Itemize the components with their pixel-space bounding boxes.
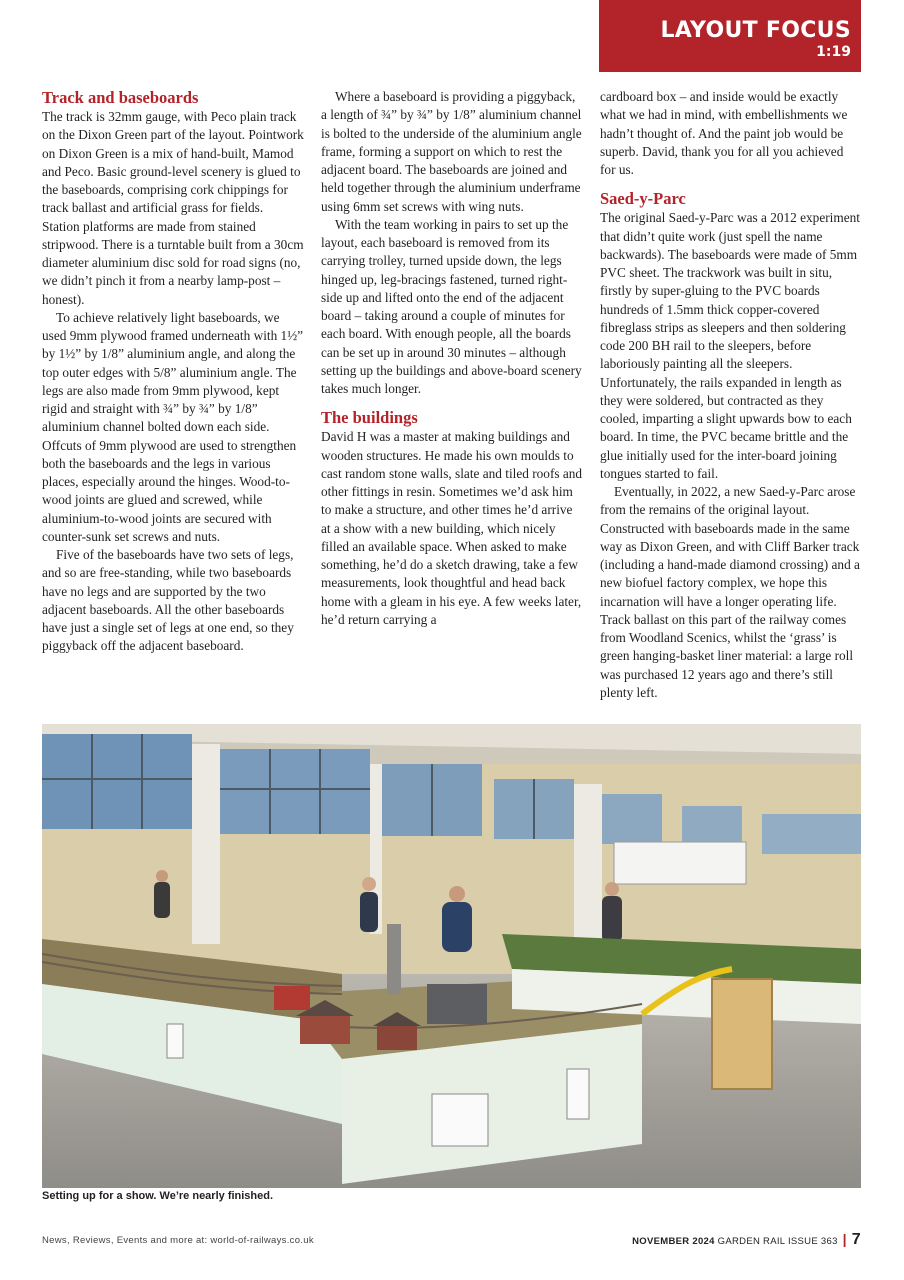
heading-track-baseboards: Track and baseboards bbox=[42, 88, 199, 107]
article-column-3 bbox=[600, 88, 862, 702]
article-column-1 bbox=[42, 88, 304, 656]
section-title: LAYOUT FOCUS bbox=[660, 18, 851, 43]
paragraph: Eventually, in 2022, a new Saed-y-Parc arose from the remains of the original layout. Constructed with baseboards made in the same way as Dixon Green, and with Cliff Barker track (including a hand-made diamond crossing) and a new biofuel factory complex, we hope this incarnation will have a longer operating life. Track ballast on this part of the railway comes from Woodland Scenics, whilst the ‘grass’ is green hanging-basket liner material: a large roll was purchased 12 years ago and there’s still plenty left. bbox=[600, 484, 860, 700]
footer-issue bbox=[632, 1231, 861, 1249]
paragraph: To achieve relatively light baseboards, we used 9mm plywood framed underneath with 1½” by 1½” by 1/8” aluminium angle, and along the top outer edges with 5/8” aluminium angle. The legs are also made from 9mm plywood, kept rigid and straight with ¾” by ¾” by 1/8” aluminium channel bolted down each side. Offcuts of 9mm plywood are used to strengthen both the baseboards and the legs in various places, especially around the hinges. Wood-to-wood joints are glued and screwed, while aluminium-to-wood joints are secured with counter-sunk set screws and nuts. bbox=[42, 309, 304, 544]
photo-caption: Setting up for a show. We’re nearly finished. bbox=[42, 1190, 274, 1202]
section-tab bbox=[599, 0, 861, 72]
footer-separator: | bbox=[842, 1231, 847, 1247]
paragraph: cardboard box – and inside would be exactly what we had in mind, with embellishments we hadn’t thought of. And the paint job would be superb. David, thank you for all you achieved for us. bbox=[600, 89, 848, 177]
heading-buildings: The buildings bbox=[321, 408, 418, 428]
section-code: 1:19 bbox=[816, 44, 851, 60]
layout-photo bbox=[42, 724, 861, 1188]
hall-scene-illustration bbox=[42, 724, 861, 1188]
paragraph: Five of the baseboards have two sets of legs, and so are free-standing, while two baseboards have no legs and are supported by the two adjacent baseboards. All the other baseboards have just a single set of legs at one end, so they piggyback off the adjacent baseboard. bbox=[42, 547, 294, 654]
issue-date: NOVEMBER 2024 bbox=[632, 1236, 715, 1247]
heading-saed-y-parc: Saed-y-Parc bbox=[600, 189, 686, 209]
article-column-2 bbox=[321, 88, 583, 629]
footer-website: News, Reviews, Events and more at: world-of-railways.co.uk bbox=[42, 1235, 314, 1246]
paragraph: The track is 32mm gauge, with Peco plain track on the Dixon Green part of the layout. Pointwork on Dixon Green is a mix of hand-built, Mamod and Peco. Basic ground-level scenery is glued to the baseboards, comprising cork chippings for track ballast and artificial grass for fields. Station platforms are made from stained stripwood. There is a turntable built from a 30cm diameter aluminium disc sold for road signs (no, we didn’t pinch it from a nearby lamp-post – honest). bbox=[42, 109, 304, 307]
magazine-name: GARDEN RAIL ISSUE 363 bbox=[717, 1236, 838, 1247]
paragraph: With the team working in pairs to set up the layout, each baseboard is removed from its carrying trolley, turned upside down, the legs hinged up, leg-bracings fastened, turned right-side up and lifted onto the end of the adjacent board – taking around a couple of minutes for each board. With enough people, all the boards can be set up in around 30 minutes – although setting up the buildings and above-board scenery takes much longer. bbox=[321, 216, 582, 396]
paragraph: The original Saed-y-Parc was a 2012 experiment that didn’t quite work (just spell the name backwards). The baseboards were made of 5mm PVC sheet. The trackwork was built in situ, firstly by super-gluing to the PVC boards hundreds of 1.5mm thick copper-covered fibreglass strips as sleepers and then soldering code 200 BH rail to the sleepers, before laboriously painting all the sleepers. Unfortunately, the rails expanded in length as they were soldered, but contracted as they cooled, imparting a slight upwards bow to each board. In time, the PVC became brittle and the glue initially used for the inter-board joining tongues started to fail. bbox=[600, 210, 860, 481]
page-number: 7 bbox=[851, 1231, 861, 1248]
paragraph: David H was a master at making buildings and wooden structures. He made his own moulds to cast random stone walls, slate and tiled roofs and other fittings in resin. Sometimes we’d ask him to make a structure, and other times he’d arrive at a show with a new building, which nicely filled an available space. When asked to make something, he’d do a sketch drawing, take a few measurements, look thoughtful and head back home with a gleam in his eye. A few weeks later, he’d return carrying a bbox=[321, 429, 583, 627]
paragraph: Where a baseboard is providing a piggyback, a length of ¾” by ¾” by 1/8” aluminium channel is bolted to the underside of the aluminium angle frame, forming a support on which to rest the adjacent board. The baseboards are joined and held together through the aluminium underframe using 6mm set screws with wing nuts. bbox=[321, 89, 582, 214]
